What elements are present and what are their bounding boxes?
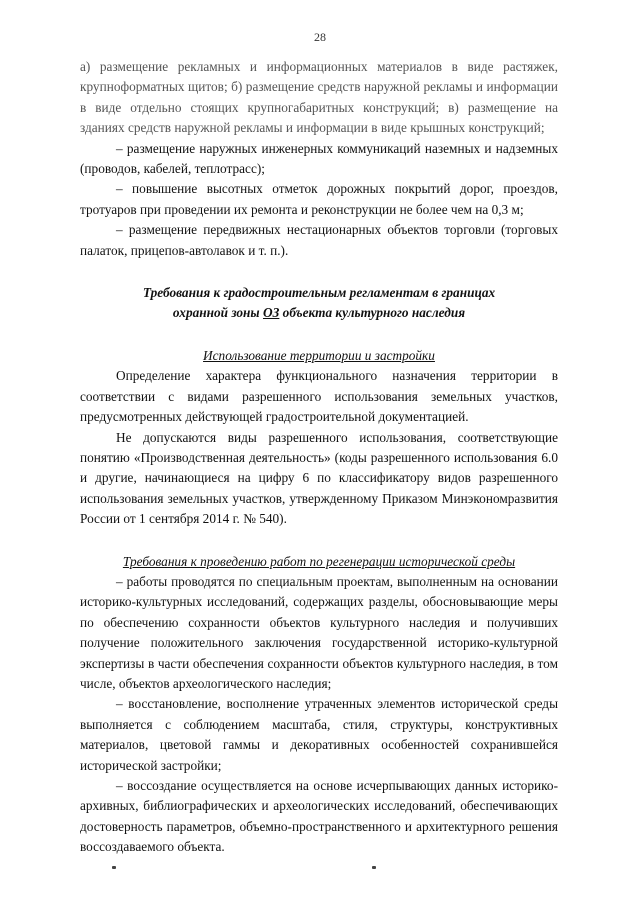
section-heading-part2: объекта культурного наследия [279,305,466,321]
scan-artifacts [0,866,640,874]
regeneration-paragraph-3: – воссоздание осуществляется на основе исчерпывающих данных историко-архивных, библиографических и археологических исследований, обеспечивающих достоверность параметров, объемно-пространственного и архитектурного решения воссоздаваемого объекта. [80,778,558,855]
page-number: 28 [314,30,326,44]
land-use-paragraph-1: Определение характера функционального назначения территории в соответствии с видами разрешенного использования земельных участков, предусмотренных действующей градостроительной документацией. [80,368,558,425]
scan-mark [372,866,376,869]
section-heading-part1: Требования к градостроительным регламентам в границах охранной зоны [142,285,496,321]
spacer [80,324,558,346]
intro-paragraph-mobile-trade: – размещение передвижных нестационарных объектов торговли (торговых палаток, прицепов-автолавок и т. п.). [80,222,558,258]
spacer [80,530,558,552]
intro-paragraph-advertising: а) размещение рекламных и информационных материалов в виде растяжек, крупноформатных щитов; б) размещение средств наружной рекламы и информации в виде отдельно стоящих крупногабаритных конструкций; в) размещение на зданиях средств наружной рекламы и информации в виде крышных конструкций; [80,59,558,136]
intro-paragraph-road-elevation: – повышение высотных отметок дорожных покрытий дорог, проездов, тротуаров при проведении их ремонта и реконструкции не более чем на 0,3 м; [80,181,558,217]
subsection-title-land-use: Использование территории и застройки [203,347,435,363]
scan-mark [112,866,116,869]
spacer [80,261,558,283]
intro-paragraph-utilities: – размещение наружных инженерных коммуникаций наземных и надземных (проводов, кабелей, теплотрасс); [80,140,558,177]
regeneration-paragraph-1: – работы проводятся по специальным проектам, выполненным на основании историко-культурных исследований, содержащих разделы, обосновывающие меры по обеспечению сохранности объектов культурного наследия и получивших получение положительного заключения государственной историко-культурной экспертизы в части обеспечения сохранности объектов культурного наследия, в том числе, объектов археологического наследия; [80,573,558,691]
zone-code: ОЗ [262,305,280,321]
section-heading [80,283,558,324]
document-body [80,57,558,858]
land-use-paragraph-2: Не допускаются виды разрешенного использования, соответствующие понятию «Производственная деятельность» (коды разрешенного использования 6.0 и другие, начинающиеся на цифру 6 по классификатору видов разрешенного использования земельных участков, утвержденному Приказом Минэкономразвития России от 1 сентября 2014 г. № 540). [80,429,558,527]
regeneration-paragraph-2: – восстановление, восполнение утраченных элементов исторической среды выполняется с соблюдением масштаба, стиля, структуры, конструктивных материалов, цветовой гаммы и декоративных особенностей сохранившейся исторической застройки; [80,696,558,773]
subsection-title-regeneration: Требования к проведению работ по регенерации исторической среды [122,553,516,569]
